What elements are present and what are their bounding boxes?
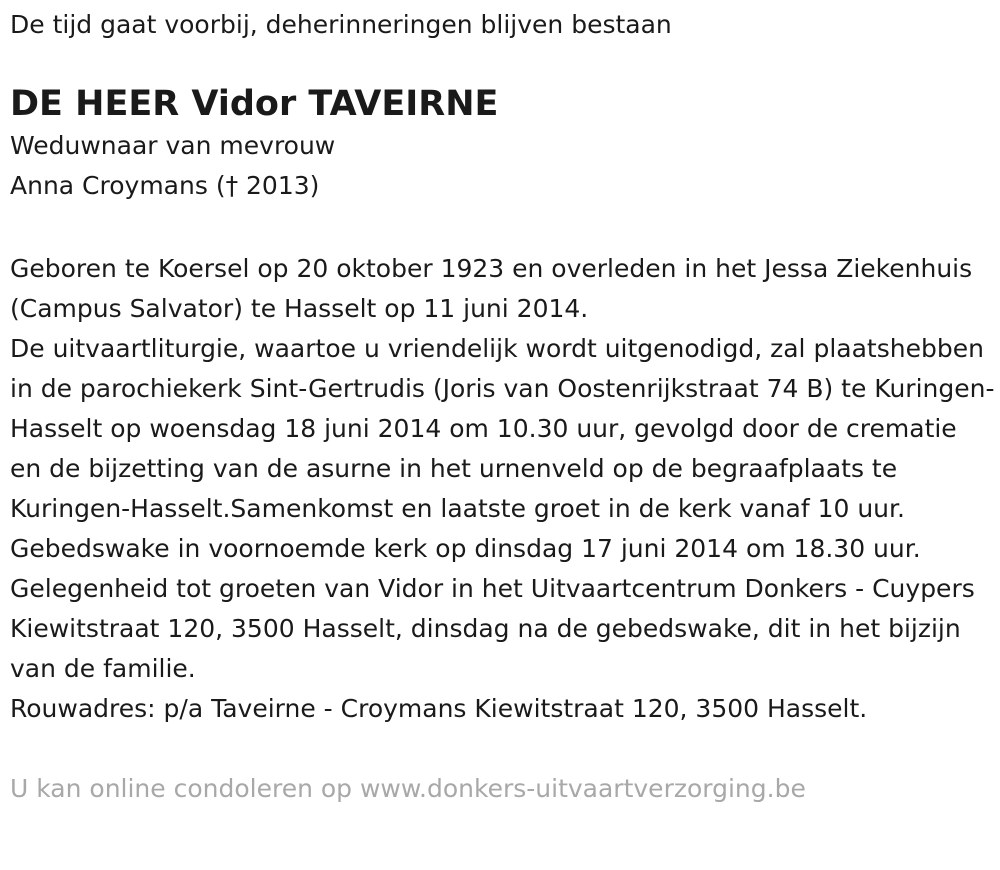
death-notice xyxy=(10,0,995,809)
spouse-info xyxy=(10,126,995,206)
spouse-line-2: Anna Croymans († 2013) xyxy=(10,171,320,200)
mourning-address-paragraph: Rouwadres: p/a Taveirne - Croymans Kiewitstraat 120, 3500 Hasselt. xyxy=(10,694,868,723)
deceased-name: DE HEER Vidor TAVEIRNE xyxy=(10,84,499,124)
vigil-paragraph: Gebedswake in voornoemde kerk op dinsdag 17 juni 2014 om 18.30 uur. xyxy=(10,534,921,563)
spouse-line-1: Weduwnaar van mevrouw xyxy=(10,131,336,160)
funeral-paragraph: De uitvaartliturgie, waartoe u vriendelijk wordt uitgenodigd, zal plaatshebben in de parochiekerk Sint-Gertrudis (Joris van Oostenrijkstraat 74 B) te Kuringen-Hasselt op woensdag 18 juni 2014 om 10.30 uur, gevolgd door de crematie en de bijzetting van de asurne in het urnenveld op de begraafplaats te Kuringen-Hasselt.Samenkomst en laatste groet in de kerk vanaf 10 uur. xyxy=(10,334,995,523)
birth-death-paragraph: Geboren te Koersel op 20 oktober 1923 en overleden in het Jessa Ziekenhuis (Campus Salvator) te Hasselt op 11 juni 2014. xyxy=(10,254,973,323)
online-condolence-text: U kan online condoleren op www.donkers-uitvaartverzorging.be xyxy=(10,774,806,803)
visitation-paragraph: Gelegenheid tot groeten van Vidor in het Uitvaartcentrum Donkers - Cuypers Kiewitstraat 120, 3500 Hasselt, dinsdag na de gebedswake, dit in het bijzijn van de familie. xyxy=(10,574,975,683)
motto-text: De tijd gaat voorbij, deherinneringen blijven bestaan xyxy=(10,10,672,39)
notice-body xyxy=(10,249,995,729)
